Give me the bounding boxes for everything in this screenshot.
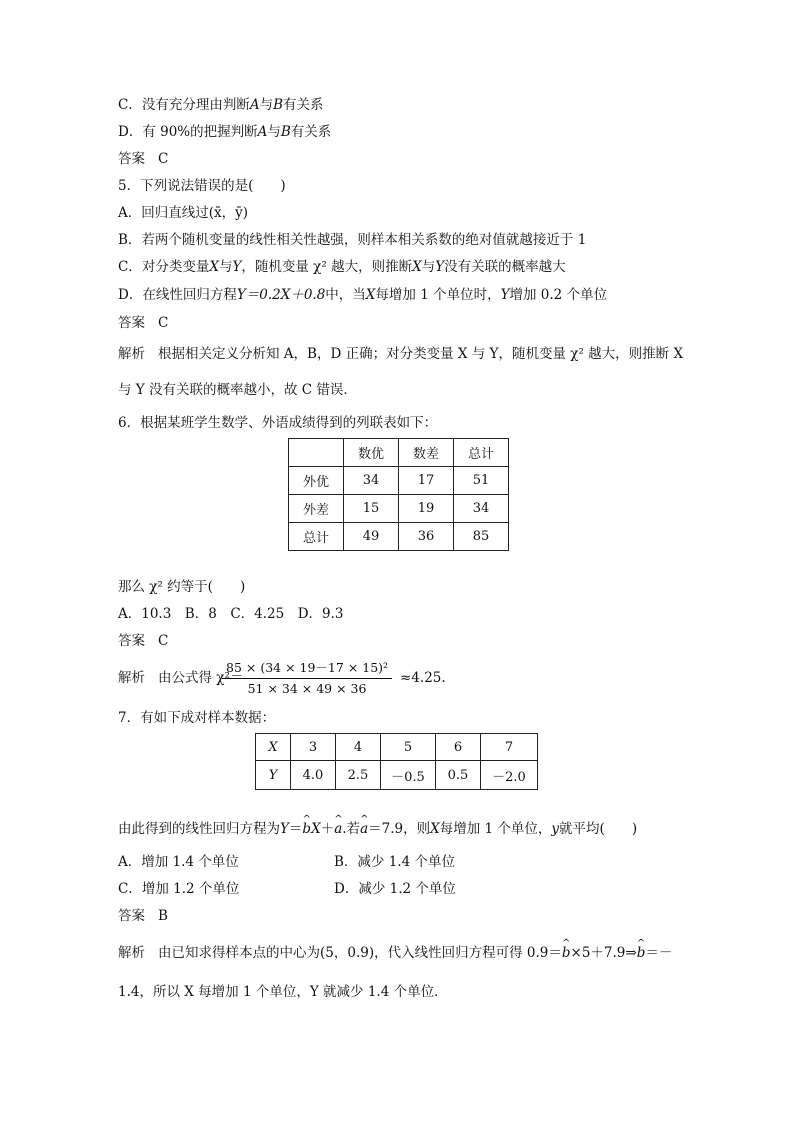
table-cell: 3 [291,734,336,761]
table-cell: 4.0 [291,761,336,790]
table-cell: －0.5 [381,761,436,790]
q5-stem: 5．下列说法错误的是( ) [118,178,286,194]
table-cell: 51 [454,467,509,495]
table-cell: 17 [399,467,454,495]
q7-text: ＝7.9，则 [368,821,431,837]
q5-d-var-y: Y [500,287,510,303]
q7-regression-line [118,820,637,838]
q7-b-hat: ^ b [637,944,646,962]
q4-option-c-text: C．没有充分理由判断 [118,97,250,113]
q4-connector: 与 [259,97,274,113]
q6-fraction [222,658,392,696]
q4-option-d-text: D．有 90%的把握判断 [118,124,258,140]
q7-text: ＝ [288,821,303,837]
q4-var-a: A [249,97,260,113]
table-row-header: X [256,734,291,761]
table-cell: 34 [454,495,509,523]
q4-var-b: B [273,97,284,113]
q5-answer [118,314,168,332]
table-cell: 6 [436,734,481,761]
table-cell: 4 [336,734,381,761]
q7-stem: 7．有如下成对样本数据： [118,710,276,726]
fraction-denominator: 51 × 34 × 49 × 36 [247,681,367,696]
q6-options: A．10.3 B．8 C．4.25 D．9.3 [118,606,344,622]
explanation-label: 解析 [118,346,145,362]
table-cell: 49 [344,523,399,551]
q5-d-equation: Y＝0.2X＋0.8 [236,287,326,303]
q7-text: 就平均( ) [559,821,638,837]
q5-explanation-2: 与 Y 没有关联的概率越小，故 C 错误． [118,382,357,398]
answer-label: 答案 [118,315,145,331]
q5-d-part: 每增加 1 个单位时， [375,287,501,303]
answer-label: 答案 [118,151,145,167]
q7-option-d: D．减少 1.2 个单位 [334,881,456,897]
q7-answer [118,907,168,925]
q5-option-a: A．回归直线过(x̄，ȳ) [118,205,249,221]
q7-text: ＋ [320,821,335,837]
table-row [256,761,538,790]
q5-c-part: 没有关联的概率越大 [444,259,566,275]
q5-d-part: 增加 0.2 个单位 [509,287,608,303]
q5-c-var-y: Y [435,259,445,275]
answer-label: 答案 [118,908,145,924]
table-cell: 0.5 [436,761,481,790]
answer-value: C [158,315,169,331]
q7-var-y: y [551,821,560,837]
q6-stem: 6．根据某班学生数学、外语成绩得到的列联表如下： [118,415,438,431]
q7-var-x: X [430,821,440,837]
q5-option-d [118,286,607,304]
q7-b-hat: ^ b [562,944,571,962]
table-row-header: Y [256,761,291,790]
table-cell: 7 [481,734,538,761]
explanation-text: 由已知求得样本点的中心为(5，0.9)，代入线性回归方程可得 0.9＝ [158,945,562,961]
q6-question: 那么 χ² 约等于( ) [118,579,246,595]
q6-result: ≈4.25. [400,670,446,686]
q5-c-var-x: X [412,259,422,275]
q4-suffix: 有关系 [283,97,324,113]
table-cell: 15 [344,495,399,523]
q5-c-var-y: Y [232,259,242,275]
answer-label: 答案 [118,633,145,649]
explanation-text: ×5＋7.9⇒ [570,945,637,961]
explanation-text: 根据相关定义分析知 A，B，D 正确；对分类变量 X 与 Y，随机变量 χ² 越大，则推断 X [158,346,684,362]
q5-c-var-x: X [209,259,219,275]
table-cell: 19 [399,495,454,523]
q4-var-b: B [280,124,291,140]
q4-var-a: A [257,124,268,140]
explanation-text: ＝－ [645,945,673,961]
table-row-header: 外优 [289,467,344,495]
q4-suffix: 有关系 [290,124,332,140]
table-row [289,439,509,467]
q7-option-b: B．减少 1.4 个单位 [334,854,455,870]
table-header-cell: 总计 [454,439,509,467]
table-header-cell: 数优 [344,439,399,467]
q7-var-x: X [311,821,321,837]
answer-value: B [158,908,168,924]
q5-explanation-1 [118,345,683,363]
q7-text: 每增加 1 个单位， [439,821,552,837]
q6-answer [118,632,168,650]
table-row [289,523,509,551]
table-cell: 36 [399,523,454,551]
q7-explanation-2: 1.4，所以 X 每增加 1 个单位，Y 就减少 1.4 个单位． [118,984,448,1000]
table-cell: 34 [344,467,399,495]
q7-b-hat: ^ b [302,820,311,838]
answer-value: C [158,633,169,649]
table-row [289,495,509,523]
q5-c-part: C．对分类变量 [118,259,210,275]
q5-d-part: 中，当 [325,287,366,303]
q6-contingency-table [288,438,509,551]
q4-option-c [118,96,324,114]
q5-d-part: D．在线性回归方程 [118,287,237,303]
table-header-cell: 数差 [399,439,454,467]
q7-text: .若 [342,821,361,837]
table-row [289,467,509,495]
q7-data-table [255,733,538,790]
fraction-numerator: 85 × (34 × 19－17 × 15)² [222,658,392,679]
q7-a-hat: ^ a [360,820,368,838]
table-cell [289,439,344,467]
explanation-label: 解析 [118,945,145,961]
q7-option-c: C．增加 1.2 个单位 [118,881,240,897]
q4-option-d [118,123,331,141]
q4-connector: 与 [267,124,281,140]
q7-text: 由此得到的线性回归方程为 [118,821,280,837]
table-row-header: 外差 [289,495,344,523]
table-cell: 85 [454,523,509,551]
table-cell: －2.0 [481,761,538,790]
explanation-label: 解析 [118,670,145,686]
answer-value: C [158,151,169,167]
explanation-text: 由公式得 χ²＝ [158,670,244,686]
q7-explanation-1 [118,944,672,962]
table-cell: 2.5 [336,761,381,790]
q7-a-hat: ^ a [334,820,342,838]
table-row-header: 总计 [289,523,344,551]
table-row [256,734,538,761]
q4-answer [118,150,168,168]
q5-c-part: 与 [421,259,436,275]
q7-option-a: A．增加 1.4 个单位 [118,854,239,870]
table-cell: 5 [381,734,436,761]
q5-d-var-x: X [365,287,376,303]
q5-c-part: ，随机变量 χ² 越大，则推断 [241,259,413,275]
q5-option-c [118,258,566,276]
q5-c-part: 与 [218,259,233,275]
q5-option-b: B．若两个随机变量的线性相关性越强，则样本相关系数的绝对值就越接近于 1 [118,232,587,248]
q7-var-y: Y [280,821,289,837]
